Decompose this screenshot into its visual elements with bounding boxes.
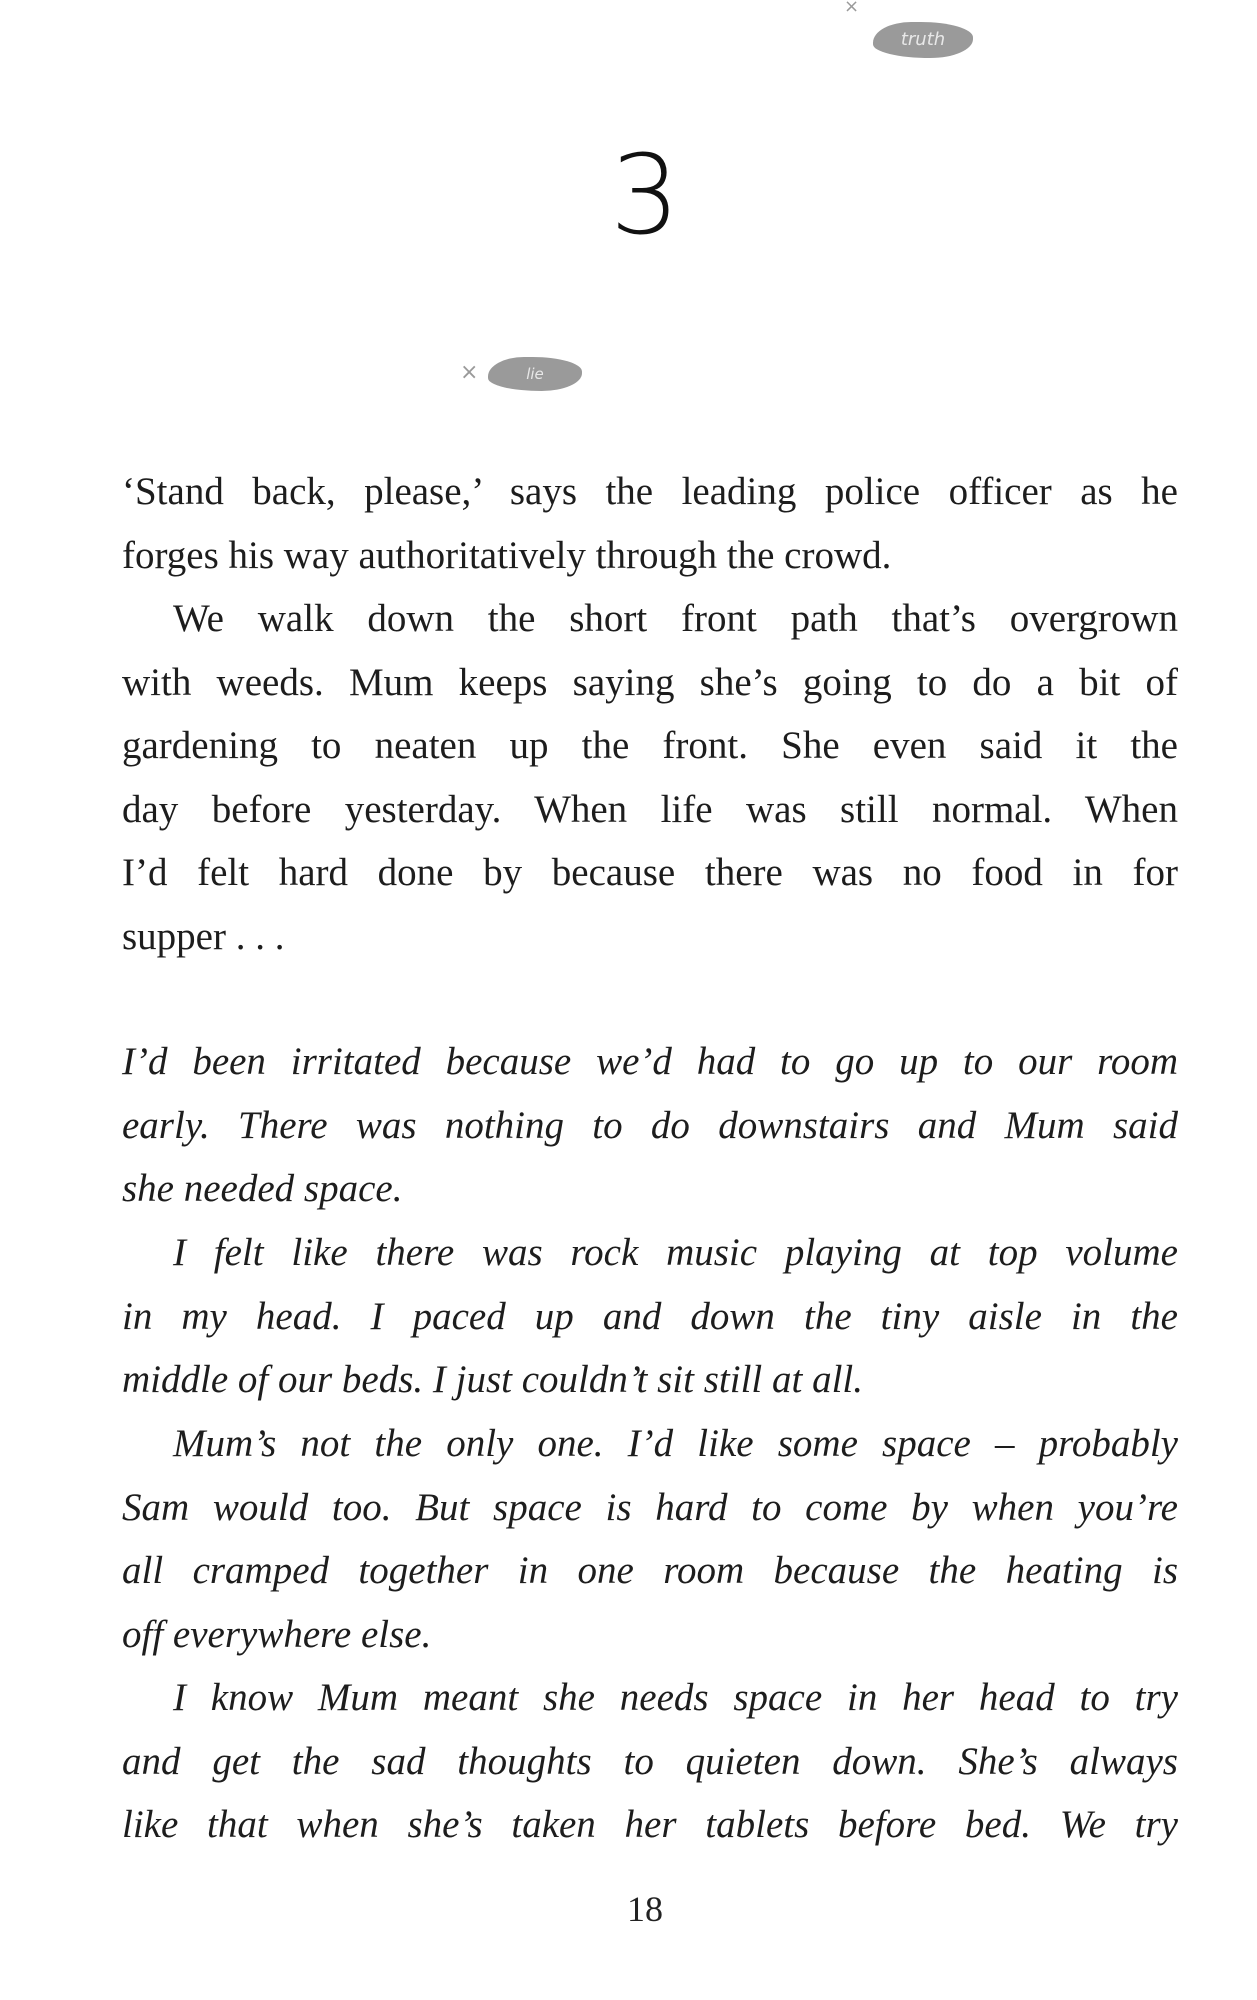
paragraph-2 <box>122 587 1178 968</box>
text-line: middle of our beds. I just couldn’t sit still at all. <box>122 1358 863 1401</box>
text-line: forges his way authoritatively through the crowd. <box>122 533 892 577</box>
text-line: off everywhere else. <box>122 1612 432 1656</box>
text-line: in my head. I paced up and down the tiny aisle in the <box>122 1294 1178 1338</box>
text-line: early. There was nothing to do downstairs and Mum said <box>122 1103 1178 1147</box>
text-line: Sam would too. But space is hard to come by when you’re <box>122 1485 1178 1529</box>
text-line: supper . . . <box>122 914 285 958</box>
truth-stamp: truth <box>873 22 973 58</box>
text-line: with weeds. Mum keeps saying she’s going to do a bit of <box>122 660 1178 704</box>
chapter-number: 3 <box>610 131 680 259</box>
paragraph-4 <box>122 1221 1178 1412</box>
text-line: ‘Stand back, please,’ says the leading police officer as he <box>122 470 1178 513</box>
lie-stamp: lie <box>488 357 582 391</box>
text-line: I know Mum meant she needs space in her head to try <box>173 1676 1178 1719</box>
page-number: 18 <box>627 1889 663 1929</box>
cross-mark-icon: × <box>460 360 479 385</box>
text-line: and get the sad thoughts to quieten down. She’s always <box>122 1739 1178 1783</box>
text-line: all cramped together in one room because the heating is <box>122 1549 1178 1592</box>
text-line: Mum’s not the only one. I’d like some space – probably <box>173 1422 1178 1465</box>
text-line: I felt like there was rock music playing at top volume <box>173 1231 1178 1274</box>
text-line: like that when she’s taken her tablets before bed. We try <box>122 1803 1178 1846</box>
text-line: gardening to neaten up the front. She even said it the <box>122 724 1178 767</box>
text-line: I’d felt hard done by because there was no food in for <box>122 851 1178 894</box>
cross-mark-icon: × <box>844 0 860 17</box>
text-line: I’d been irritated because we’d had to go up to our room <box>122 1040 1178 1083</box>
text-line: We walk down the short front path that’s overgrown <box>173 597 1178 640</box>
paragraph-1 <box>122 460 1178 587</box>
text-line: she needed space. <box>122 1167 403 1210</box>
paragraph-3 <box>122 1030 1178 1221</box>
paragraph-5 <box>122 1412 1178 1666</box>
paragraph-6 <box>122 1666 1178 1857</box>
text-line: day before yesterday. When life was still normal. When <box>122 787 1178 831</box>
